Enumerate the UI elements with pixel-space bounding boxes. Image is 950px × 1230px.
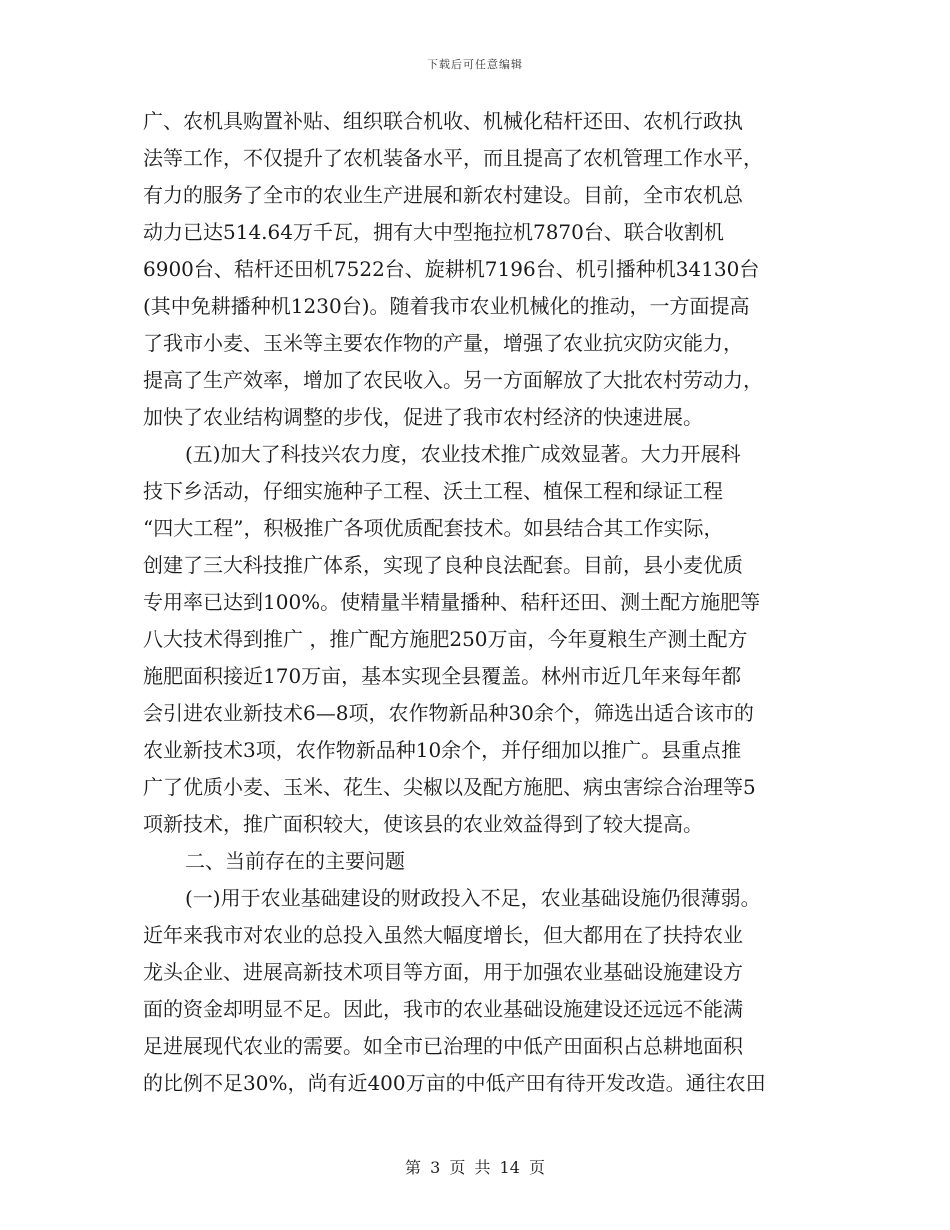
text-line: 创建了三大科技推广体系，实现了良种良法配套。目前，县小麦优质 bbox=[143, 553, 743, 577]
body-text bbox=[143, 103, 811, 1102]
text-line: 了我市小麦、玉米等主要农作物的产量，增强了农业抗灾防灾能力， bbox=[143, 331, 743, 355]
page-header: 下载后可任意编辑 bbox=[427, 58, 523, 71]
text-line: 施肥面积接近170万亩，基本实现全县覆盖。林州市近几年来每年都 bbox=[143, 664, 742, 688]
text-line: “四大工程”，积极推广各项优质配套技术。如县结合其工作实际， bbox=[143, 516, 724, 540]
text-line: 会引进农业新技术6—8项，农作物新品种30余个，筛选出适合该市的 bbox=[143, 701, 754, 725]
text-line: 八大技术得到推广 ，推广配方施肥250万亩，今年夏粮生产测土配方 bbox=[143, 627, 748, 651]
text-line: 法等工作，不仅提升了农机装备水平，而且提高了农机管理工作水平， bbox=[143, 146, 763, 170]
text-line: 技下乡活动，仔细实施种子工程、沃土工程、植保工程和绿证工程 bbox=[143, 479, 723, 503]
text-line: 有力的服务了全市的农业生产进展和新农村建设。目前，全市农机总 bbox=[143, 183, 743, 207]
text-line: 农业新技术3项，农作物新品种10余个，并仔细加以推广。县重点推 bbox=[143, 738, 742, 762]
text-line: 加快了农业结构调整的步伐，促进了我市农村经济的快速进展。 bbox=[143, 405, 703, 429]
text-line: (一)用于农业基础建设的财政投入不足，农业基础设施仍很薄弱。 bbox=[185, 886, 761, 910]
text-line: 提高了生产效率，增加了农民收入。另一方面解放了大批农村劳动力， bbox=[143, 368, 763, 392]
text-line: 近年来我市对农业的总投入虽然大幅度增长，但大都用在了扶持农业 bbox=[143, 923, 743, 947]
text-line: 动力已达514.64万千瓦，拥有大中型拖拉机7870台、联合收割机 bbox=[143, 220, 724, 244]
text-line: 足进展现代农业的需要。如全市已治理的中低产田面积占总耕地面积 bbox=[143, 1034, 743, 1058]
text-line: 龙头企业、进展高新技术项目等方面，用于加强农业基础设施建设方 bbox=[143, 960, 743, 984]
text-line: 二、当前存在的主要问题 bbox=[185, 849, 405, 873]
text-line: 的比例不足30%，尚有近400万亩的中低产田有待开发改造。通往农田 bbox=[143, 1071, 766, 1095]
text-line: 6900台、秸杆还田机7522台、旋耕机7196台、机引播种机34130台 bbox=[143, 257, 760, 281]
text-line: 专用率已达到100%。使精量半精量播种、秸秆还田、测土配方施肥等 bbox=[143, 590, 761, 614]
page-footer: 第 3 页 共 14 页 bbox=[405, 1158, 545, 1177]
text-line: 面的资金却明显不足。因此，我市的农业基础设施建设还远远不能满 bbox=[143, 997, 743, 1021]
text-line: 项新技术，推广面积较大，使该县的农业效益得到了较大提高。 bbox=[143, 812, 703, 836]
text-line: 广、农机具购置补贴、组织联合机收、机械化秸杆还田、农机行政执 bbox=[143, 109, 743, 133]
text-line: 广了优质小麦、玉米、花生、尖椒以及配方施肥、病虫害综合治理等5 bbox=[143, 775, 756, 799]
text-line: (五)加大了科技兴农力度，农业技术推广成效显著。大力开展科 bbox=[185, 442, 741, 466]
text-line: (其中免耕播种机1230台)。随着我市农业机械化的推动，一方面提高 bbox=[143, 294, 750, 318]
